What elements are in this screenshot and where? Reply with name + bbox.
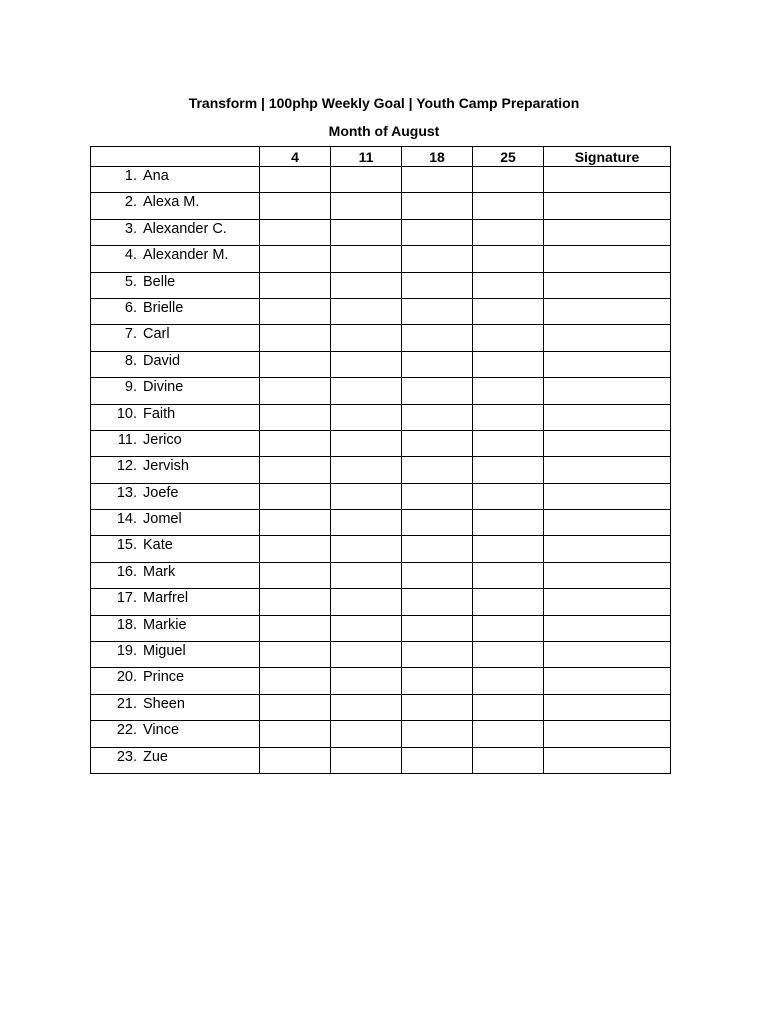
name-cell xyxy=(91,219,260,245)
week-1-cell xyxy=(260,721,331,747)
table-row xyxy=(91,483,671,509)
week-2-cell xyxy=(331,404,402,430)
week-4-cell xyxy=(473,246,544,272)
week-2-cell xyxy=(331,536,402,562)
member-name: Jervish xyxy=(143,458,189,475)
member-name: Carl xyxy=(143,326,170,343)
name-cell xyxy=(91,694,260,720)
week-4-cell xyxy=(473,298,544,324)
week-3-cell xyxy=(402,404,473,430)
week-3-cell xyxy=(402,167,473,193)
week-2-cell xyxy=(331,351,402,377)
member-name: Belle xyxy=(143,273,176,290)
signature-cell xyxy=(544,325,671,351)
week-4-cell xyxy=(473,510,544,536)
week-1-cell xyxy=(260,510,331,536)
week-1-cell xyxy=(260,351,331,377)
row-number: 10. xyxy=(116,405,137,422)
week-1-cell xyxy=(260,589,331,615)
table-row xyxy=(91,351,671,377)
week-3-cell xyxy=(402,694,473,720)
name-cell xyxy=(91,483,260,509)
week-2-cell xyxy=(331,272,402,298)
week-3-cell xyxy=(402,272,473,298)
name-cell xyxy=(91,536,260,562)
week-3-cell xyxy=(402,430,473,456)
week-3-cell xyxy=(402,219,473,245)
name-cell xyxy=(91,430,260,456)
row-number: 7. xyxy=(124,326,137,343)
table-header-row xyxy=(91,147,671,167)
week-1-cell xyxy=(260,642,331,668)
week-4-cell xyxy=(473,562,544,588)
week-4-cell xyxy=(473,668,544,694)
row-number: 16. xyxy=(116,563,137,580)
row-number: 21. xyxy=(116,695,137,712)
table-row xyxy=(91,536,671,562)
week-4-cell xyxy=(473,325,544,351)
member-name: Sheen xyxy=(143,695,185,712)
member-name: Marfrel xyxy=(143,590,189,607)
member-name: Alexa M. xyxy=(143,194,200,211)
member-name: Kate xyxy=(143,537,173,554)
week-4-cell xyxy=(473,615,544,641)
member-name: Mark xyxy=(143,563,176,580)
name-cell xyxy=(91,668,260,694)
table-row xyxy=(91,747,671,773)
row-number: 1. xyxy=(124,168,137,184)
week-2-cell xyxy=(331,615,402,641)
member-name: Faith xyxy=(143,405,176,422)
row-number: 3. xyxy=(124,220,137,237)
week-4-cell xyxy=(473,642,544,668)
week-3-cell xyxy=(402,510,473,536)
week-3-cell xyxy=(402,246,473,272)
name-cell xyxy=(91,298,260,324)
name-cell xyxy=(91,615,260,641)
row-number: 15. xyxy=(116,537,137,554)
week-4-cell xyxy=(473,483,544,509)
week-1-cell xyxy=(260,378,331,404)
week-4-cell xyxy=(473,589,544,615)
column-header-signature: Signature xyxy=(544,147,671,167)
week-1-cell xyxy=(260,615,331,641)
row-number: 22. xyxy=(116,722,137,739)
signature-cell xyxy=(544,219,671,245)
week-3-cell xyxy=(402,193,473,219)
member-name: Markie xyxy=(143,616,187,633)
week-4-cell xyxy=(473,457,544,483)
row-number: 4. xyxy=(124,247,137,264)
member-name: Zue xyxy=(143,748,168,765)
week-2-cell xyxy=(331,430,402,456)
member-name: Brielle xyxy=(143,299,184,316)
signature-cell xyxy=(544,457,671,483)
table-row xyxy=(91,721,671,747)
week-2-cell xyxy=(331,747,402,773)
week-4-cell xyxy=(473,272,544,298)
week-1-cell xyxy=(260,483,331,509)
table-row xyxy=(91,246,671,272)
signature-cell xyxy=(544,589,671,615)
week-4-cell xyxy=(473,404,544,430)
week-1-cell xyxy=(260,668,331,694)
table-row xyxy=(91,510,671,536)
week-4-cell xyxy=(473,694,544,720)
week-1-cell xyxy=(260,246,331,272)
signature-cell xyxy=(544,272,671,298)
row-number: 8. xyxy=(124,352,137,369)
week-2-cell xyxy=(331,246,402,272)
signature-cell xyxy=(544,246,671,272)
row-number: 5. xyxy=(124,273,137,290)
member-name: Jomel xyxy=(143,511,182,528)
signature-cell xyxy=(544,721,671,747)
table-row xyxy=(91,272,671,298)
week-3-cell xyxy=(402,562,473,588)
row-number: 20. xyxy=(116,669,137,686)
week-4-cell xyxy=(473,721,544,747)
name-cell xyxy=(91,510,260,536)
week-2-cell xyxy=(331,219,402,245)
week-3-cell xyxy=(402,589,473,615)
name-cell xyxy=(91,351,260,377)
week-3-cell xyxy=(402,668,473,694)
column-header-name xyxy=(91,147,260,167)
row-number: 6. xyxy=(124,299,137,316)
column-header-week-1: 4 xyxy=(260,147,331,167)
table-row xyxy=(91,668,671,694)
week-2-cell xyxy=(331,483,402,509)
week-3-cell xyxy=(402,615,473,641)
table-row xyxy=(91,457,671,483)
member-name: Jerico xyxy=(143,431,182,448)
week-3-cell xyxy=(402,457,473,483)
signature-cell xyxy=(544,562,671,588)
name-cell xyxy=(91,404,260,430)
signature-cell xyxy=(544,483,671,509)
name-cell xyxy=(91,457,260,483)
name-cell xyxy=(91,378,260,404)
week-1-cell xyxy=(260,694,331,720)
table-row xyxy=(91,430,671,456)
week-4-cell xyxy=(473,351,544,377)
week-2-cell xyxy=(331,378,402,404)
row-number: 18. xyxy=(116,616,137,633)
week-3-cell xyxy=(402,325,473,351)
signature-cell xyxy=(544,193,671,219)
week-1-cell xyxy=(260,219,331,245)
row-number: 11. xyxy=(117,431,137,448)
member-name: Vince xyxy=(143,722,180,739)
week-2-cell xyxy=(331,562,402,588)
name-cell xyxy=(91,562,260,588)
week-1-cell xyxy=(260,430,331,456)
name-cell xyxy=(91,325,260,351)
table-row xyxy=(91,642,671,668)
table-row xyxy=(91,562,671,588)
week-2-cell xyxy=(331,642,402,668)
table-row xyxy=(91,219,671,245)
signature-cell xyxy=(544,668,671,694)
week-4-cell xyxy=(473,430,544,456)
signature-cell xyxy=(544,510,671,536)
table-row xyxy=(91,378,671,404)
table-row xyxy=(91,694,671,720)
signature-cell xyxy=(544,615,671,641)
table-row xyxy=(91,193,671,219)
attendance-table xyxy=(90,146,671,774)
signature-cell xyxy=(544,747,671,773)
signature-cell xyxy=(544,351,671,377)
name-cell xyxy=(91,747,260,773)
week-1-cell xyxy=(260,404,331,430)
week-3-cell xyxy=(402,536,473,562)
week-3-cell xyxy=(402,378,473,404)
week-1-cell xyxy=(260,193,331,219)
week-2-cell xyxy=(331,694,402,720)
name-cell xyxy=(91,589,260,615)
row-number: 13. xyxy=(116,484,137,501)
week-2-cell xyxy=(331,668,402,694)
signature-cell xyxy=(544,404,671,430)
table-row xyxy=(91,589,671,615)
signature-cell xyxy=(544,694,671,720)
name-cell xyxy=(91,272,260,298)
name-cell xyxy=(91,167,260,193)
signature-cell xyxy=(544,642,671,668)
row-number: 17. xyxy=(116,590,137,607)
member-name: Divine xyxy=(143,379,184,396)
row-number: 2. xyxy=(124,194,137,211)
week-2-cell xyxy=(331,193,402,219)
week-1-cell xyxy=(260,298,331,324)
week-4-cell xyxy=(473,378,544,404)
week-1-cell xyxy=(260,167,331,193)
week-2-cell xyxy=(331,457,402,483)
table-row xyxy=(91,167,671,193)
row-number: 19. xyxy=(116,643,137,660)
week-1-cell xyxy=(260,325,331,351)
week-2-cell xyxy=(331,298,402,324)
column-header-week-4: 25 xyxy=(473,147,544,167)
week-1-cell xyxy=(260,457,331,483)
week-3-cell xyxy=(402,642,473,668)
week-3-cell xyxy=(402,483,473,509)
signature-cell xyxy=(544,430,671,456)
row-number: 12. xyxy=(116,458,137,475)
signature-cell xyxy=(544,167,671,193)
week-1-cell xyxy=(260,272,331,298)
member-name: Ana xyxy=(143,168,169,184)
name-cell xyxy=(91,246,260,272)
signature-cell xyxy=(544,298,671,324)
week-1-cell xyxy=(260,562,331,588)
week-3-cell xyxy=(402,351,473,377)
week-3-cell xyxy=(402,721,473,747)
week-3-cell xyxy=(402,747,473,773)
week-3-cell xyxy=(402,298,473,324)
member-name: Alexander M. xyxy=(143,247,229,264)
week-1-cell xyxy=(260,747,331,773)
week-1-cell xyxy=(260,536,331,562)
member-name: Prince xyxy=(143,669,185,686)
week-2-cell xyxy=(331,325,402,351)
table-row xyxy=(91,298,671,324)
week-2-cell xyxy=(331,721,402,747)
week-2-cell xyxy=(331,167,402,193)
member-name: Miguel xyxy=(143,643,186,660)
signature-cell xyxy=(544,536,671,562)
week-4-cell xyxy=(473,219,544,245)
table-row xyxy=(91,325,671,351)
member-name: Joefe xyxy=(143,484,179,501)
week-4-cell xyxy=(473,193,544,219)
row-number: 14. xyxy=(116,511,137,528)
document-subtitle: Month of August xyxy=(328,123,440,139)
name-cell xyxy=(91,642,260,668)
column-header-week-2: 11 xyxy=(331,147,402,167)
week-2-cell xyxy=(331,589,402,615)
name-cell xyxy=(91,721,260,747)
week-4-cell xyxy=(473,747,544,773)
week-4-cell xyxy=(473,536,544,562)
table-row xyxy=(91,615,671,641)
row-number: 23. xyxy=(116,748,137,765)
name-cell xyxy=(91,193,260,219)
row-number: 9. xyxy=(124,379,137,396)
week-4-cell xyxy=(473,167,544,193)
member-name: Alexander C. xyxy=(143,220,227,237)
member-name: David xyxy=(143,352,181,369)
table-row xyxy=(91,404,671,430)
signature-cell xyxy=(544,378,671,404)
column-header-week-3: 18 xyxy=(402,147,473,167)
document-title: Transform | 100php Weekly Goal | Youth Camp Preparation xyxy=(188,95,580,111)
week-2-cell xyxy=(331,510,402,536)
